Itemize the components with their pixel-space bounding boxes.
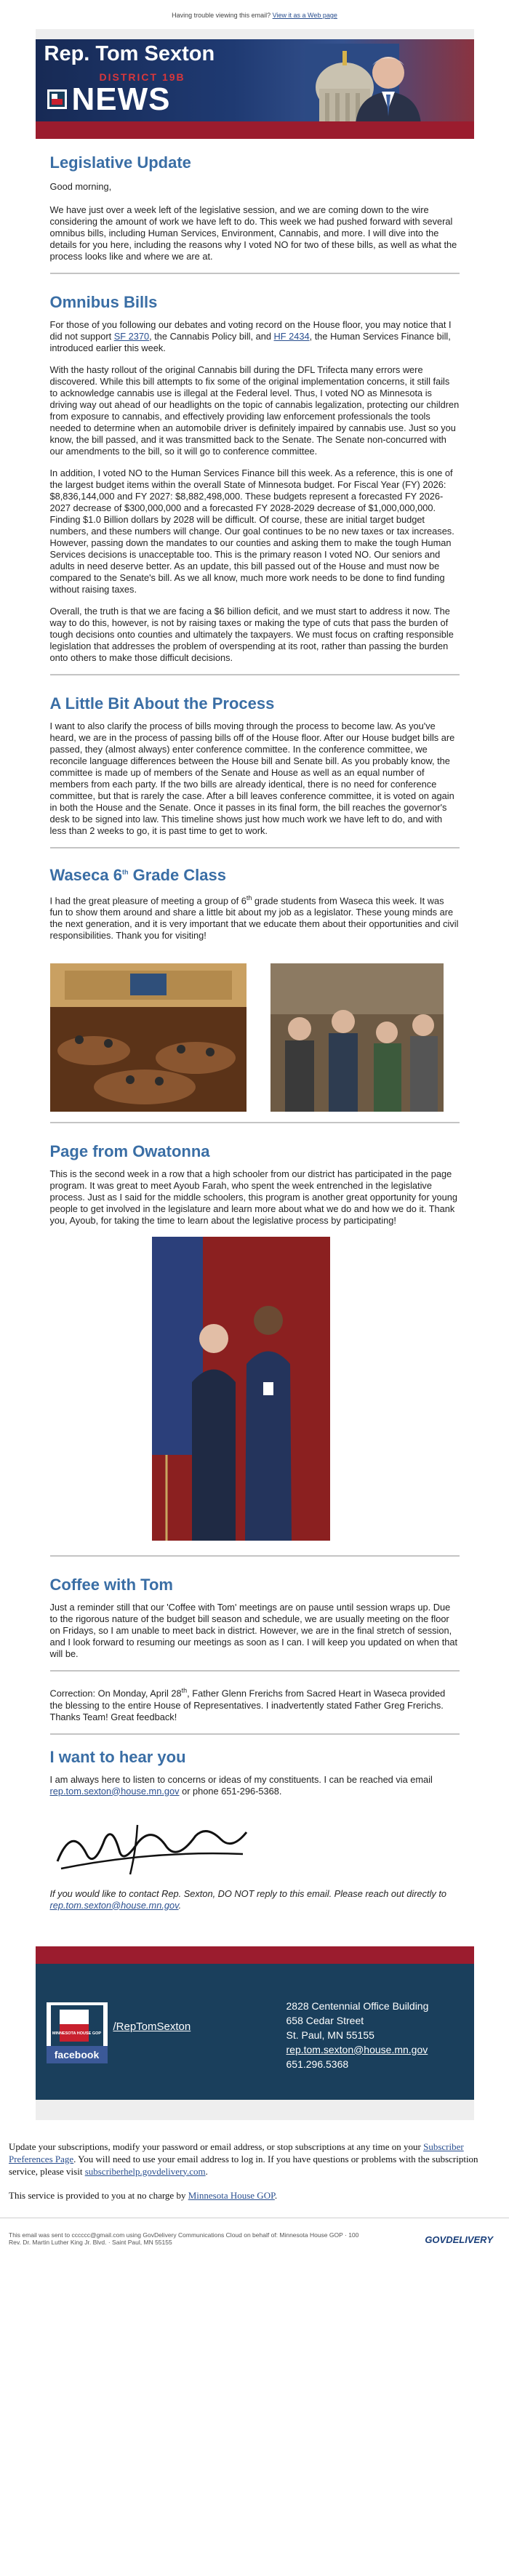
address-line-3: St. Paul, MN 55155: [286, 2029, 374, 2041]
waseca-body-a: I had the great pleasure of meeting a group of 6: [49, 895, 247, 907]
header-banner: [36, 39, 474, 121]
omnibus-paragraph-3: In addition, I voted NO to the Human Services Finance bill this week. As a reference, this is one of the largest budget items within the overall State of Minnesota budget. For Fiscal Year (FY) 2026: $8,836,144,000 and FY 2027: $8,882,498,000. These budgets represent a forecasted FY 2026-2027 decrease of $300,000,000 and a forecasted FY 2028-2029 decrease of $1,000,000,000. Finding $1.0 Billion dollars by 2028 will be difficult. Of course, these are initial target budget numbers, and these numbers will change. Our goal continues to be no new taxes or tax increases. However, passing down the mandates to our counties and asking them to make the tough Human Services decisions is unacceptable too. This is the primary reason I voted NO. Our seniors and adults in need deserve better. As an update, this bill passed out of the House and must now be compared to the Senate's bill. As we all know, much more work needs to be done to find funding without raising taxes.: [49, 468, 454, 595]
no-reply-note: [50, 1888, 460, 1911]
legal-p1-b: . You will need to use your email address to log in. If you have questions or problems with the subscription service, please visit: [9, 2153, 478, 2177]
waseca-title-a: Waseca 6: [49, 866, 122, 884]
legislative-update-body: We have just over a week left of the legislative session, and we are coming down to the wire considering the amount of work we have left to do. This week we had pushed forward with several omnibus bills, including Human Services, Environment, Cannabis, and more. I will dive into the details for you here, including the reasons why I voted NO for two of these bills, as well as what the process looks like and where we are at.: [49, 204, 457, 262]
omnibus-p1-text-c: , the Human Services Finance bill, introduced earlier this week.: [49, 331, 451, 353]
address-line-1: 2828 Centennial Office Building: [286, 1999, 429, 2012]
preheader: [0, 0, 509, 29]
greeting: Good morning,: [49, 181, 112, 192]
email-link[interactable]: rep.tom.sexton@house.mn.gov: [49, 1785, 180, 1797]
subscriber-preferences-link[interactable]: Subscriber Preferences Page: [9, 2140, 464, 2164]
waseca-photos: [50, 963, 460, 1122]
students-group-photo: [270, 963, 444, 1112]
note-text-a: If you would like to contact Rep. Sexton, DO NOT reply to this email. Please reach out directly to: [49, 1887, 447, 1899]
sent-info-line-2: Rev. Dr. Martin Luther King Jr. Blvd. · Saint Paul, MN 55155: [9, 2238, 172, 2246]
footer-email-link[interactable]: rep.tom.sexton@house.mn.gov: [286, 2043, 428, 2055]
process-title: A Little Bit About the Process: [49, 694, 275, 713]
hear-from-you-title: I want to hear you: [49, 1747, 186, 1766]
note-text-b: .: [178, 1899, 182, 1911]
waseca-body-sup: th: [246, 894, 252, 902]
waseca-body-b: grade students from Waseca this week. It was fun to show them around and share a little bit about my job as a legislator. These young minds are the next generation, and it is very important that we educate them about their opportunities and civil responsibilities. Thank you for visiting!: [49, 895, 459, 942]
correction-note: [50, 1685, 460, 1722]
representative-name: Rep. Tom Sexton: [44, 42, 215, 65]
minnesota-house-gop-link[interactable]: Minnesota House GOP: [188, 2189, 275, 2201]
preheader-text: Having trouble viewing this email?: [172, 12, 273, 19]
content-body: [36, 139, 474, 1946]
legal-p2-b: .: [274, 2189, 278, 2201]
govdelivery-logo[interactable]: GOVDELIVERY: [425, 2234, 493, 2245]
header-red-bar: [36, 121, 474, 139]
waseca-title-sup: th: [121, 868, 129, 876]
gop-label: MINNESOTA HOUSE GOP: [52, 2031, 102, 2036]
subscription-notice: [0, 2140, 509, 2178]
omnibus-paragraph-1: [50, 319, 460, 354]
omnibus-bills-title: Omnibus Bills: [49, 293, 158, 311]
facebook-link-logo[interactable]: [47, 2002, 108, 2063]
bottom-gap: [36, 2100, 474, 2120]
omnibus-p1-text-a: For those of you following our debates and voting record on the House floor, you may notice that I did not support: [49, 319, 452, 342]
waseca-title-b: Grade Class: [128, 866, 226, 884]
hf-2434-link[interactable]: HF 2434: [273, 331, 310, 342]
sent-info: [9, 2231, 358, 2246]
correction-text-b: , Father Glenn Frerichs from Sacred Heart in Waseca provided the blessing to the entire House of Representatives. I inadvertently stated Father Greg Frerichs. Thanks Team! Great feedback!: [49, 1688, 446, 1722]
signature: [50, 1810, 254, 1879]
sf-2370-link[interactable]: SF 2370: [113, 331, 150, 342]
newsletter: [36, 29, 474, 2120]
correction-text-a: Correction: On Monday, April 28: [49, 1688, 182, 1699]
service-notice: [0, 2189, 509, 2202]
footer-red-bar: [36, 1946, 474, 1964]
sent-info-line-1: This email was sent to cccccc@gmail.com using GovDelivery Communications Cloud on behalf of: Minnesota House GOP · 100: [9, 2231, 359, 2239]
representative-portrait: [348, 44, 428, 121]
legal-p1-c: .: [205, 2165, 208, 2177]
facebook-handle-link[interactable]: /RepTomSexton: [113, 2020, 191, 2033]
omnibus-paragraph-2: With the hasty rollout of the original Cannabis bill during the DFL Trifecta many errors were discovered. While this bill attempts to fix some of the original implementation concerns, it still fails to acknowledge cannabis use is illegal at the Federal level. Thus, I voted NO as Minnesota is driving way out ahead of our headlights on the topic of cannabis legalization, protecting our children from exposure to cannabis, and effectively providing law enforcement professionals the tools needed to determine when an automobile driver is definitely impaired by cannabis use. Just so you know, the bill passed, and it was transmitted back to the Senate. The Senate non-concurred with our amendments to the bill, so it will go to conference committee.: [49, 364, 460, 457]
office-address: [286, 1999, 429, 2071]
note-email-link[interactable]: rep.tom.sexton@house.mn.gov: [49, 1899, 179, 1911]
bottom-note: [0, 2218, 509, 2259]
footer: [36, 1964, 474, 2100]
top-band: [36, 29, 474, 39]
hear-body-b: or phone 651-296-5368.: [179, 1785, 282, 1797]
legal-p2-a: This service is provided to you at no charge by: [9, 2189, 188, 2201]
district-label: DISTRICT 19B: [99, 71, 185, 83]
legal-p1-a: Update your subscriptions, modify your password or email address, or stop subscriptions at any time on your: [9, 2140, 424, 2152]
house-chamber-photo: [50, 963, 247, 1112]
web-page-link[interactable]: View it as a Web page: [272, 12, 337, 19]
omnibus-p1-text-b: , the Cannabis Policy bill, and: [149, 331, 274, 342]
coffee-body: Just a reminder still that our 'Coffee with Tom' meetings are on pause until session wraps up. Due to the rigorous nature of the budget bill season and schedule, we are usually meeting on the floor on Fridays, so I am unable to meet back in district. However, we are in the final stretch of session, and I look forward to resuming our meetings as soon as I can. I will keep you updated on when that will be.: [49, 1602, 458, 1660]
address-line-2: 658 Cedar Street: [286, 2014, 364, 2026]
footer-phone: 651.296.5368: [286, 2058, 349, 2070]
page-photo: [152, 1237, 330, 1541]
house-gop-logo-icon: [47, 89, 67, 109]
news-wordmark: NEWS: [71, 81, 171, 117]
hear-body-a: I am always here to listen to concerns or ideas of my constituents. I can be reached via email: [49, 1773, 433, 1785]
omnibus-paragraph-4: Overall, the truth is that we are facing a $6 billion deficit, and we must start to address it now. The way to do this, however, is not by raising taxes or making the type of cuts that pass the burden of tough decisions onto counties and ultimately the taxpayers. We must focus on crafting responsible legislation that addresses the problem of overspending at its root, rather than passing the burden onto others to make those difficult decisions.: [49, 606, 454, 663]
process-body: I want to also clarify the process of bills moving through the process to become law. As you've heard, we are in the process of passing bills off of the House floor. After our House budget bills are passed, they (almost always) enter conference committee. In the conference committee, we reconcile language differences between the House bill and Senate bill. As you probably know, the committee is made up of members of the Senate and House as well as an equal number of members from each party. If the two bills are already identical, there is no need for conference committee, but that is rarely the case. After a bill leaves conference committee, it is voted on again in both the House and the Senate. Once it passes in its final form, the bill reaches the governor's desk to be signed into law. This timeline shows just how much work we have left to do, and with less than 2 weeks to go, it is past time to get to work.: [49, 721, 455, 836]
correction-sup: th: [181, 1687, 188, 1695]
subscriber-help-link[interactable]: subscriberhelp.govdelivery.com: [84, 2165, 206, 2177]
hear-body: [50, 1774, 460, 1797]
coffee-with-tom-title: Coffee with Tom: [49, 1576, 173, 1594]
legislative-update-title: Legislative Update: [49, 153, 191, 172]
waseca-title: [50, 866, 460, 885]
page-body: This is the second week in a row that a high schooler from our district has participated in the page program. It was great to meet Ayoub Farah, who spent the week entrenched in the legislative process. Just as I said for the middle schoolers, this program is another great opportunity for young people to get involved in the legislature and learn more about what we do and how we do it. Thank you, Ayoub, for taking the time to learn about the legislative process by participating!: [49, 1168, 458, 1227]
facebook-label: facebook: [54, 2048, 100, 2061]
waseca-body: [50, 892, 460, 942]
page-from-owatonna-title: Page from Owatonna: [49, 1142, 210, 1161]
